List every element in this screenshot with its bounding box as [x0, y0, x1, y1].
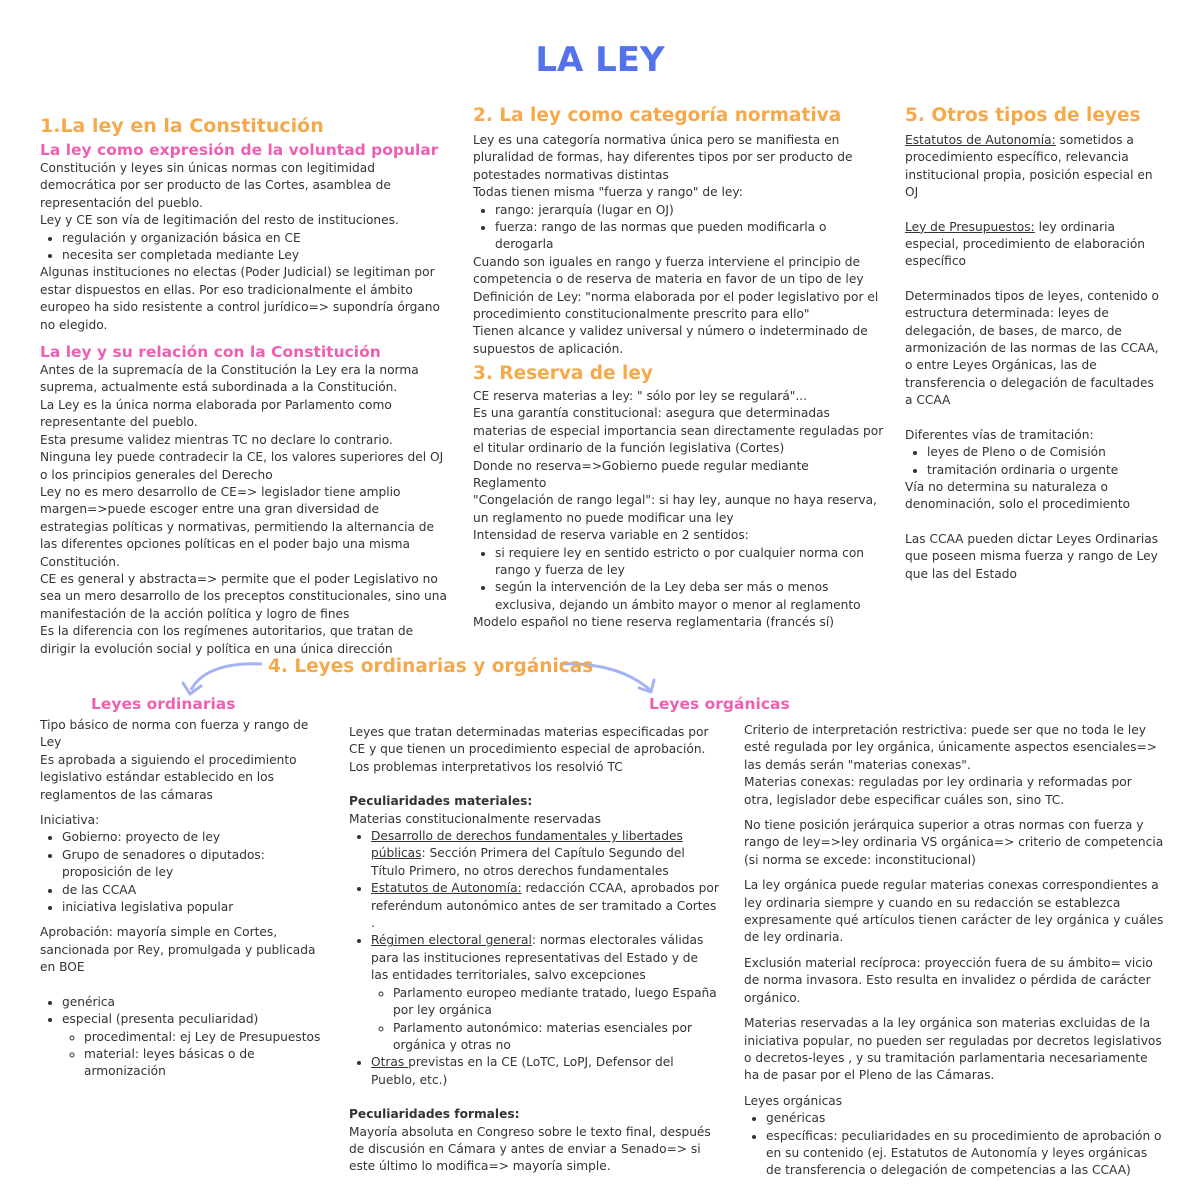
list-item-text: previstas en la CE (LoTC, LoPJ, Defensor del Pueblo, etc.) [371, 1055, 674, 1087]
paragraph: Aprobación: mayoría simple en Cortes, sancionada por Rey, promulgada y publicada en BOE [40, 925, 316, 975]
list-item [371, 1054, 719, 1089]
paragraph: Ley y CE son vía de legitimación del resto de instituciones. [40, 213, 399, 228]
paragraph: La Ley es la única norma elaborada por Parlamento como representante del pueblo. [40, 397, 392, 430]
paragraph: "Congelación de rango legal": si hay ley, aunque no haya reserva, un reglamento no puede modificar una ley [473, 493, 877, 525]
list-item: ◦ Parlamento autonómico: materias esenciales por orgánica y otras no [393, 1020, 719, 1055]
paragraph: Es la diferencia con los regímenes autoritarios, que tratan de dirigir la evolución social y política en una única dirección [40, 624, 414, 656]
paragraph: Exclusión material recíproca: proyección fuera de su ámbito= vicio de norma invasora. Esto resulta en invalidez o pérdida de carácter orgánico. [744, 955, 1153, 1005]
paragraph: Leyes que tratan determinadas materias especificadas por CE y que tienen un procedimiento especial de aprobación. [349, 725, 709, 757]
estatutos-label: Estatutos de Autonomía: [905, 133, 1056, 147]
section-5-heading: 5. Otros tipos de leyes [905, 105, 1141, 126]
paragraph: Vía no determina su naturaleza o denominación, solo el procedimiento [905, 479, 1131, 512]
list-item-text: redacción CCAA, aprobados por referéndum autonómico antes de ser tramitado a Cortes . [371, 881, 719, 931]
list-item: ◦ Parlamento europeo mediante tratado, luego España por ley orgánica [393, 985, 719, 1020]
paragraph: Los problemas interpretativos los resolvió TC [349, 759, 623, 774]
list-item [371, 880, 719, 932]
paragraph: Criterio de interpretación restrictiva: puede ser que no toda le ley esté regulada por ley orgánica, únicamente aspectos esenciales=> las demás serán "materias conexas". [744, 723, 1157, 772]
leyes-organicas-heading: Leyes orgánicas [649, 695, 790, 713]
list-item-text: : normas electorales válidas para las instituciones representativas del Estado y de las entidades territoriales, salvo excepciones [371, 933, 704, 983]
section-3-heading: 3. Reserva de ley [473, 363, 653, 384]
subheading-voluntad-popular: La ley como expresión de la voluntad popular [40, 141, 439, 159]
estatutos-text: sometidos a procedimiento específico, relevancia institucional propia, posición especial en OJ [905, 133, 1153, 200]
paragraph: Materias reservadas a la ley orgánica son materias excluidas de la iniciativa popular, no pueden ser reguladas por decretos legislativos o decretos-leyes , y su tramitación parlamentaria necesariamente ha de pasar por el Pleno de las Cámaras. [744, 1016, 1162, 1083]
list-item: • necesita ser completada mediante Ley [62, 247, 450, 264]
paragraph: Tienen alcance y validez universal y número o indeterminado de supuestos de aplicación. [473, 324, 868, 356]
paragraph: Cuando son iguales en rango y fuerza interviene el principio de competencia o de reserva de materia en favor de un tipo de ley [473, 254, 864, 287]
section-1-heading: 1.La ley en la Constitución [40, 115, 324, 137]
paragraph: Definición de Ley: "norma elaborada por el poder legislativo por el procedimiento constitucionalmente prescrito para ello" [473, 289, 879, 322]
paragraph: Iniciativa: [40, 813, 100, 828]
list-item: • regulación y organización básica en CE [62, 230, 450, 247]
list-item: • iniciativa legislativa popular [62, 899, 325, 916]
page-title: LA LEY [535, 40, 665, 80]
list-item: ◦ procedimental: ej Ley de Presupuestos [84, 1029, 325, 1046]
peculiaridades-formales-heading: Peculiaridades formales: [349, 1107, 520, 1122]
bullet-list [40, 994, 325, 1081]
peculiaridades-materiales-heading: Peculiaridades materiales: [349, 794, 533, 809]
paragraph: Mayoría absoluta en Congreso sobre le texto final, después de discusión en Cámara y antes de enviar a Senado=> si este último lo modifica=> mayoría simple. [349, 1124, 711, 1174]
list-item: • Gobierno: proyecto de ley [62, 829, 325, 846]
paragraph: Ley no es mero desarrollo de CE=> legislador tiene amplio margen=>puede escoger entre una gran diversidad de estrategias políticas y normativas, permitiendo la alternancia de las diferentes opciones políticas en el poder bajo una misma Constitución. [40, 484, 435, 569]
paragraph: Modelo español no tiene reserva reglamentaria (francés sí) [473, 615, 834, 630]
paragraph: Materias conexas: reguladas por ley ordinaria y reformadas por otra, legislador debe especificar cuáles son, sino TC. [744, 775, 1132, 807]
list-item-text: : Sección Primera del Capítulo Segundo del Título Primero, no otros derechos fundamentales [371, 846, 685, 878]
list-item: • genéricas [766, 1110, 1164, 1127]
paragraph: Tipo básico de norma con fuerza y rango de Ley [40, 718, 309, 750]
paragraph: La ley orgánica puede regular materias conexas correspondientes a ley ordinaria siempre y cuando en su redacción se establezca expresamente qué artículos tienen carácter de ley orgánica y cuáles de ley ordinaria. [744, 878, 1164, 945]
paragraph: Ninguna ley puede contradecir la CE, los valores superiores del OJ o los principios generales del Derecho [40, 450, 444, 482]
subheading-relacion-constitucion: La ley y su relación con la Constitución [40, 343, 381, 362]
paragraph: Leyes orgánicas [744, 1093, 843, 1108]
paragraph: Es aprobada a siguiendo el procedimiento legislativo estándar establecido en los reglamentos de las cámaras [40, 752, 297, 802]
paragraph: CE es general y abstracta=> permite que el poder Legislativo no sea un mero desarrollo de los preceptos constitucionales, sino una manifestación de la acción política y logro de fines [40, 571, 447, 621]
paragraph: Las CCAA pueden dictar Leyes Ordinarias que poseen misma fuerza y rango de Ley que las del Estado [905, 531, 1159, 581]
paragraph: Todas tienen misma "fuerza y rango" de ley: [473, 185, 743, 200]
paragraph: Ley es una categoría normativa única pero se manifiesta en pluralidad de formas, hay diferentes tipos por ser producto de potestades normativas distintas [473, 133, 853, 182]
section-2-heading: 2. La ley como categoría normativa [473, 105, 842, 126]
list-item-label: especial (presenta peculiaridad) [62, 1012, 259, 1027]
list-item [371, 828, 719, 880]
list-item: • específicas: peculiaridades en su procedimiento de aprobación o en su contenido (ej. Estatutos de Autonomía y leyes orgánicas de transferencia o delegación de competencias a las CCAA) [766, 1128, 1164, 1180]
list-item: ◦ material: leyes básicas o de armonización [84, 1046, 325, 1081]
list-item-label: Régimen electoral general [371, 933, 532, 948]
bullet-list [349, 828, 719, 1089]
list-item: • leyes de Pleno o de Comisión [927, 444, 1160, 461]
list-item: • rango: jerarquía (lugar en OJ) [495, 202, 885, 219]
presupuestos-label: Ley de Presupuestos: [905, 219, 1035, 234]
list-item-label: Desarrollo de derechos fundamentales y libertades públicas [371, 829, 683, 861]
ordinarias-content [40, 717, 325, 1081]
bullet-list [40, 829, 325, 916]
list-item-label: Estatutos de Autonomía: [371, 881, 522, 896]
paragraph: Constitución y leyes sin únicas normas con legitimidad democrática por ser producto de las Cortes, asamblea de representación del pueblo. [40, 161, 391, 210]
list-item: • según la intervención de la Ley deba ser más o menos exclusiva, dejando un ámbito mayor o menor al reglamento [495, 579, 885, 614]
paragraph: Materias constitucionalmente reservadas [349, 811, 601, 826]
organicas-materias-content [349, 724, 719, 1176]
leyes-ordinarias-heading: Leyes ordinarias [91, 695, 236, 713]
paragraph: CE reserva materias a ley: " sólo por ley se regulará"... [473, 389, 808, 403]
paragraph: Algunas instituciones no electas (Poder Judicial) se legitiman por estar dispuestos en ellas. Por eso tradicionalmente el ámbito europeo ha sido resistente a control jurídico=> supondría órgano no elegido. [40, 265, 440, 332]
list-item: • tramitación ordinaria o urgente [927, 462, 1160, 479]
bullet-list [744, 1110, 1164, 1180]
paragraph: Determinados tipos de leyes, contenido o estructura determinada: leyes de delegación, de bases, de marco, de armonización de las normas de las CCAA, o entre Leyes Orgánicas, las de transferencia o delegación de facultades a CCAA [905, 288, 1159, 408]
paragraph: Antes de la supremacía de la Constitución la Ley era la norma suprema, actualmente está subordinada a la Constitución. [40, 363, 419, 395]
list-item: • de las CCAA [62, 882, 325, 899]
sub-list [62, 1029, 325, 1081]
sub-list [371, 985, 719, 1055]
paragraph: Esta presume validez mientras TC no declare lo contrario. [40, 432, 393, 447]
paragraph: Intensidad de reserva variable en 2 sentidos: [473, 528, 749, 543]
paragraph: Es una garantía constitucional: asegura que determinadas materias de especial importancia sean directamente reguladas por el titular ordinario de la función legislativa (Cortes) [473, 406, 884, 456]
list-item-label: Otras [371, 1055, 409, 1070]
paragraph: No tiene posición jerárquica superior a otras normas con fuerza y rango de ley=>ley ordinaria VS orgánica=> criterio de competencia (si norma se excede: inconstitucional) [744, 818, 1164, 867]
list-item [371, 932, 719, 1054]
list-item: • si requiere ley en sentido estricto o por cualquier norma con rango y fuerza de ley [495, 545, 885, 580]
section-4-heading: 4. Leyes ordinarias y orgánicas [268, 656, 594, 677]
list-item: • fuerza: rango de las normas que pueden modificarla o derogarla [495, 219, 885, 254]
paragraph: Donde no reserva=>Gobierno puede regular mediante Reglamento [473, 458, 809, 491]
list-item: • Grupo de senadores o diputados: proposición de ley [62, 847, 325, 882]
paragraph: Diferentes vías de tramitación: [905, 427, 1094, 442]
list-item: • genérica [62, 994, 325, 1011]
presupuestos-text: ley ordinaria especial, procedimiento de elaboración específico [905, 219, 1146, 269]
organicas-content [744, 722, 1164, 1180]
list-item [62, 1011, 325, 1081]
